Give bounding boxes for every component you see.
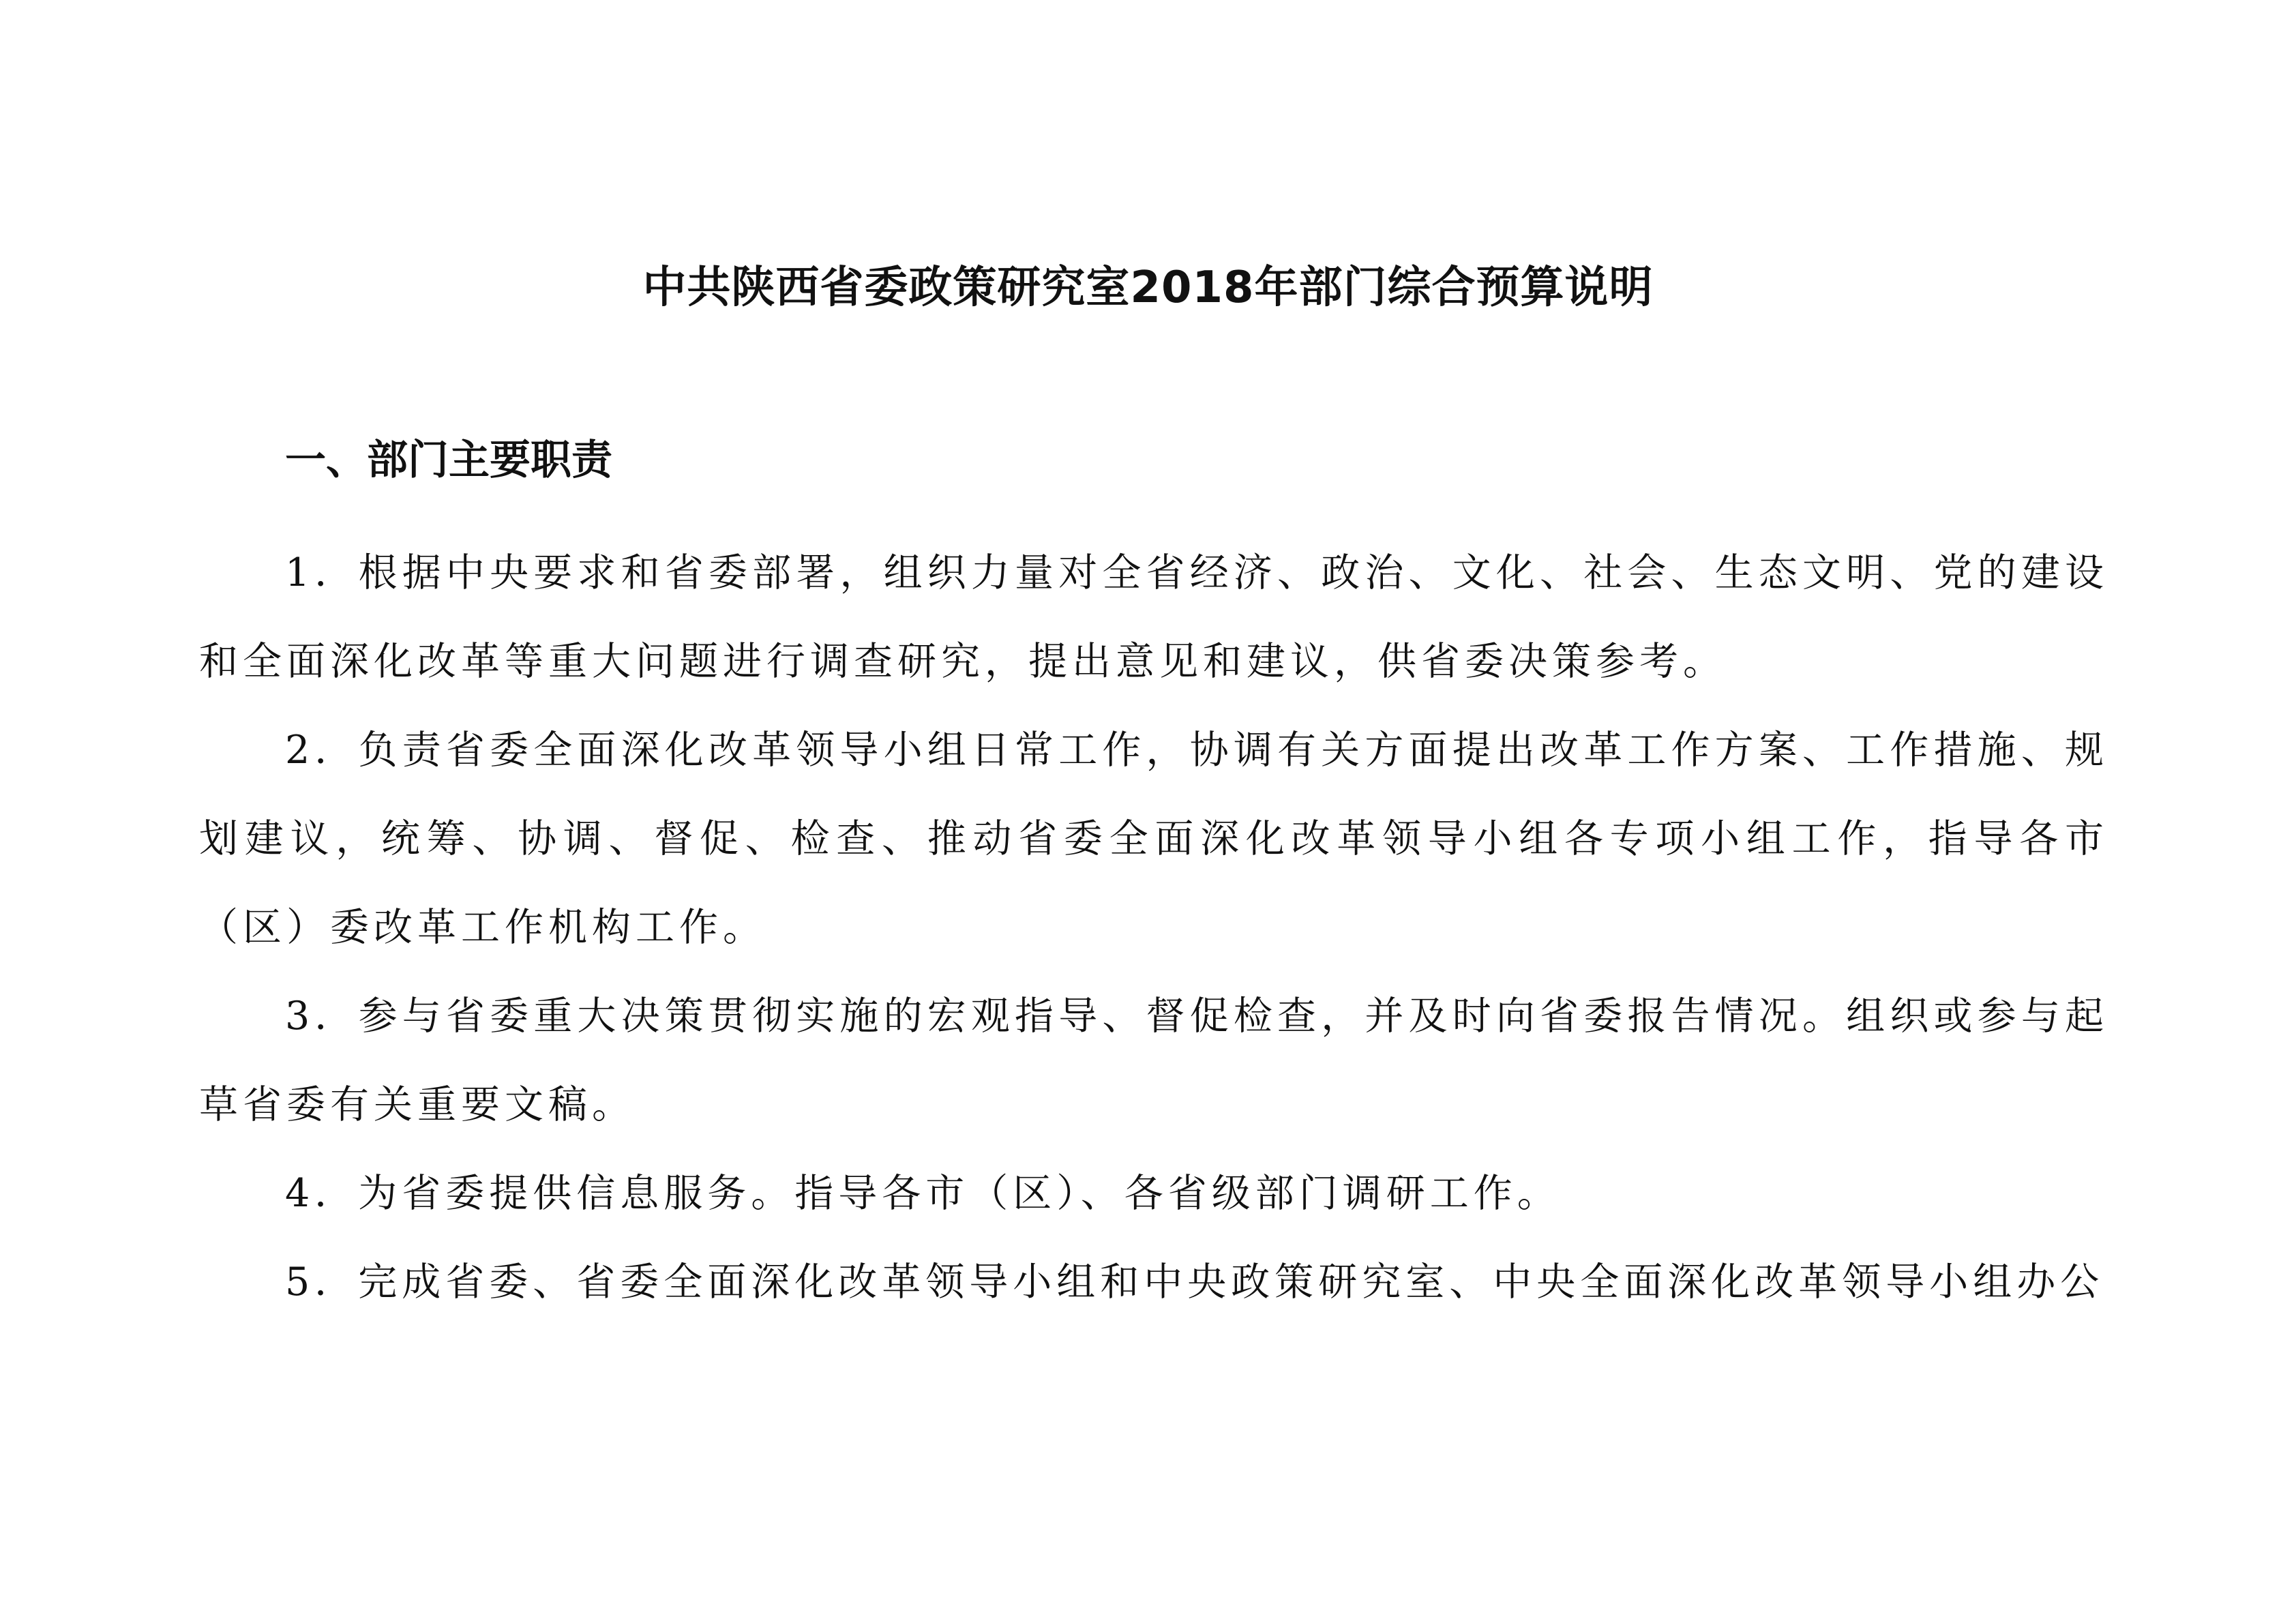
duty-item-1: 1．根据中央要求和省委部署，组织力量对全省经济、政治、文化、社会、生态文明、党的建设和全面深化改革等重大问题进行调查研究，提出意见和建议，供省委决策参考。 <box>199 550 2108 684</box>
duty-item-4: 4．为省委提供信息服务。指导各市（区）、各省级部门调研工作。 <box>285 1171 1561 1216</box>
duty-item-3: 3．参与省委重大决策贯彻实施的宏观指导、督促检查，并及时向省委报告情况。组织或参与起草省委有关重要文稿。 <box>199 994 2108 1127</box>
duty-item-2: 2．负责省委全面深化改革领导小组日常工作，协调有关方面提出改革工作方案、工作措施、规划建议，统筹、协调、督促、检查、推动省委全面深化改革领导小组各专项小组工作，指导各市（区）委改革工作机构工作。 <box>199 728 2108 950</box>
section-heading: 一、部门主要职责 <box>285 436 612 484</box>
duty-item-5: 5．完成省委、省委全面深化改革领导小组和中央政策研究室、中央全面深化改革领导小组办公 <box>285 1260 2104 1305</box>
document-title: 中共陕西省委政策研究室2018年部门综合预算说明 <box>642 263 1654 313</box>
duties-list <box>199 528 2108 1326</box>
